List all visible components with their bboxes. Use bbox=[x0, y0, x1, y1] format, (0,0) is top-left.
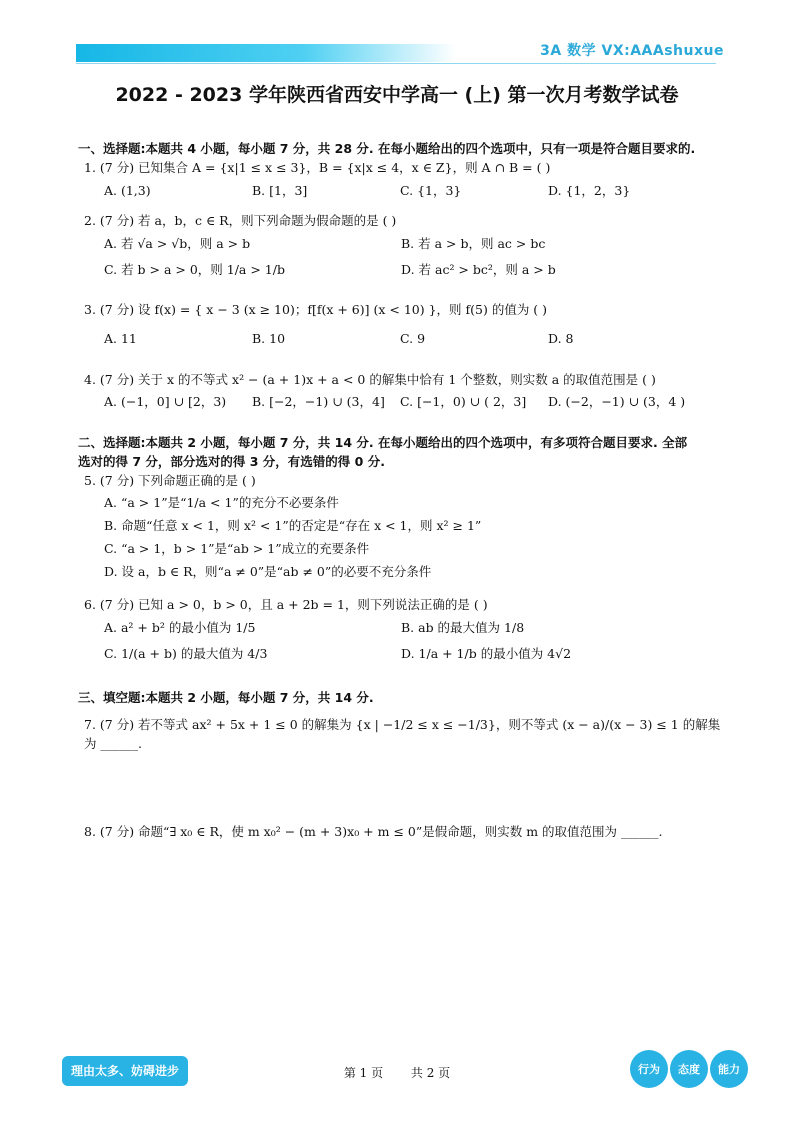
badge-attitude: 态度 bbox=[670, 1050, 708, 1088]
question-stem: 3. (7 分) 设 f(x) = { x − 3 (x ≥ 10)；f[f(x + 6)] (x < 10) }，则 f(5) 的值为 ( ) bbox=[84, 302, 548, 317]
option-c: C. [−1，0) ∪ ( 2，3] bbox=[400, 394, 527, 410]
options bbox=[104, 182, 728, 201]
option-a: A. 11 bbox=[104, 330, 137, 346]
option-c: C. 若 b > a > 0，则 1/a > 1/b bbox=[104, 262, 285, 277]
question-2 bbox=[84, 212, 728, 287]
option-d: D. 设 a，b ∈ R，则“a ≠ 0”是“ab ≠ 0”的必要不充分条件 bbox=[104, 564, 432, 580]
option-c: C. 1/(a + b) 的最大值为 4/3 bbox=[104, 646, 268, 661]
section-2-heading: 二、选择题:本题共 2 小题，每小题 7 分，共 14 分. 在每小题给出的四个选项中，有多项符合题目要求. 全部 bbox=[78, 435, 688, 450]
question-stem: 6. (7 分) 已知 a > 0，b > 0，且 a + 2b = 1，则下列说法正确的是 ( ) bbox=[84, 597, 488, 613]
question-1 bbox=[84, 159, 728, 201]
option-c: C. {1，3} bbox=[400, 182, 462, 198]
option-a: A. 若 √a > √b，则 a > b bbox=[104, 236, 251, 251]
header-accent-bar bbox=[76, 44, 456, 62]
badge-ability: 能力 bbox=[710, 1050, 748, 1088]
option-d: D. 若 ac² > bc²，则 a > b bbox=[401, 262, 556, 277]
option-b: B. [1，3] bbox=[252, 182, 308, 198]
current-page: 第 1 页 bbox=[343, 1066, 384, 1080]
options bbox=[104, 619, 728, 671]
question-stem: 4. (7 分) 关于 x 的不等式 x² − (a + 1)x + a < 0 的解集中恰有 1 个整数，则实数 a 的取值范围是 ( ) bbox=[84, 371, 656, 387]
question-stem: 1. (7 分) 已知集合 A = {x|1 ≤ x ≤ 3}，B = {x|x ≤ 4，x ∈ Z}，则 A ∩ B = ( ) bbox=[84, 159, 551, 175]
options bbox=[104, 330, 728, 349]
brand-label: 3A 数学 VX:AAAshuxue bbox=[540, 43, 724, 59]
question-7 bbox=[84, 716, 728, 754]
option-a: A. a² + b² 的最小值为 1/5 bbox=[104, 620, 256, 635]
section-1-heading: 一、选择题:本题共 4 小题，每小题 7 分，共 28 分. 在每小题给出的四个选项中，只有一项是符合题目要求的. bbox=[78, 141, 696, 156]
option-b: B. 10 bbox=[252, 330, 286, 346]
option-d: D. 1/a + 1/b 的最小值为 4√2 bbox=[401, 646, 572, 661]
option-b: B. 命题“任意 x < 1，则 x² < 1”的否定是“存在 x < 1，则 x² ≥ 1” bbox=[104, 518, 482, 534]
options bbox=[104, 393, 728, 412]
total-pages: 共 2 页 bbox=[410, 1066, 451, 1080]
page-title: 2022 - 2023 学年陕西省西安中学高一 (上) 第一次月考数学试卷 bbox=[115, 84, 679, 106]
section-3-heading: 三、填空题:本题共 2 小题，每小题 7 分，共 14 分. bbox=[78, 690, 374, 705]
option-b: B. [−2，−1) ∪ (3，4] bbox=[252, 394, 385, 410]
option-a: A. “a > 1”是“1/a < 1”的充分不必要条件 bbox=[104, 495, 339, 511]
option-d: D. {1，2，3} bbox=[548, 182, 631, 198]
footer-badges bbox=[630, 1050, 748, 1088]
option-b: B. 若 a > b，则 ac > bc bbox=[401, 236, 546, 251]
question-stem: 2. (7 分) 若 a，b，c ∈ R，则下列命题为假命题的是 ( ) bbox=[84, 213, 397, 229]
options bbox=[104, 494, 728, 586]
section-2-heading-cont: 选对的得 7 分，部分选对的得 3 分，有选错的得 0 分. bbox=[78, 453, 385, 469]
header-divider bbox=[76, 63, 716, 64]
option-b: B. ab 的最大值为 1/8 bbox=[401, 620, 525, 635]
question-5 bbox=[84, 472, 728, 587]
question-stem: 8. (7 分) 命题“∃ x₀ ∈ R，使 m x₀² − (m + 3)x₀ + m ≤ 0”是假命题，则实数 m 的取值范围为 ______. bbox=[84, 824, 663, 840]
option-a: A. (−1，0] ∪ [2，3) bbox=[104, 394, 227, 410]
question-stem: 7. (7 分) 若不等式 ax² + 5x + 1 ≤ 0 的解集为 {x | −1/2 ≤ x ≤ −1/3}，则不等式 (x − a)/(x − 3) ≤ 1 的解集为 ______. bbox=[84, 716, 721, 751]
options bbox=[104, 235, 728, 287]
slogan-badge: 理由太多、妨碍进步 bbox=[62, 1056, 188, 1086]
question-stem: 5. (7 分) 下列命题正确的是 ( ) bbox=[84, 472, 256, 488]
question-8 bbox=[84, 823, 728, 842]
badge-behavior: 行为 bbox=[630, 1050, 668, 1088]
question-3 bbox=[84, 301, 728, 349]
option-d: D. (−2，−1) ∪ (3，4 ) bbox=[548, 394, 686, 410]
question-6 bbox=[84, 596, 728, 671]
option-d: D. 8 bbox=[548, 330, 574, 346]
option-c: C. 9 bbox=[400, 330, 426, 346]
exam-content bbox=[78, 140, 728, 842]
option-a: A. (1,3) bbox=[104, 182, 151, 198]
question-4 bbox=[84, 371, 728, 413]
option-c: C. “a > 1，b > 1”是“ab > 1”成立的充要条件 bbox=[104, 541, 370, 557]
